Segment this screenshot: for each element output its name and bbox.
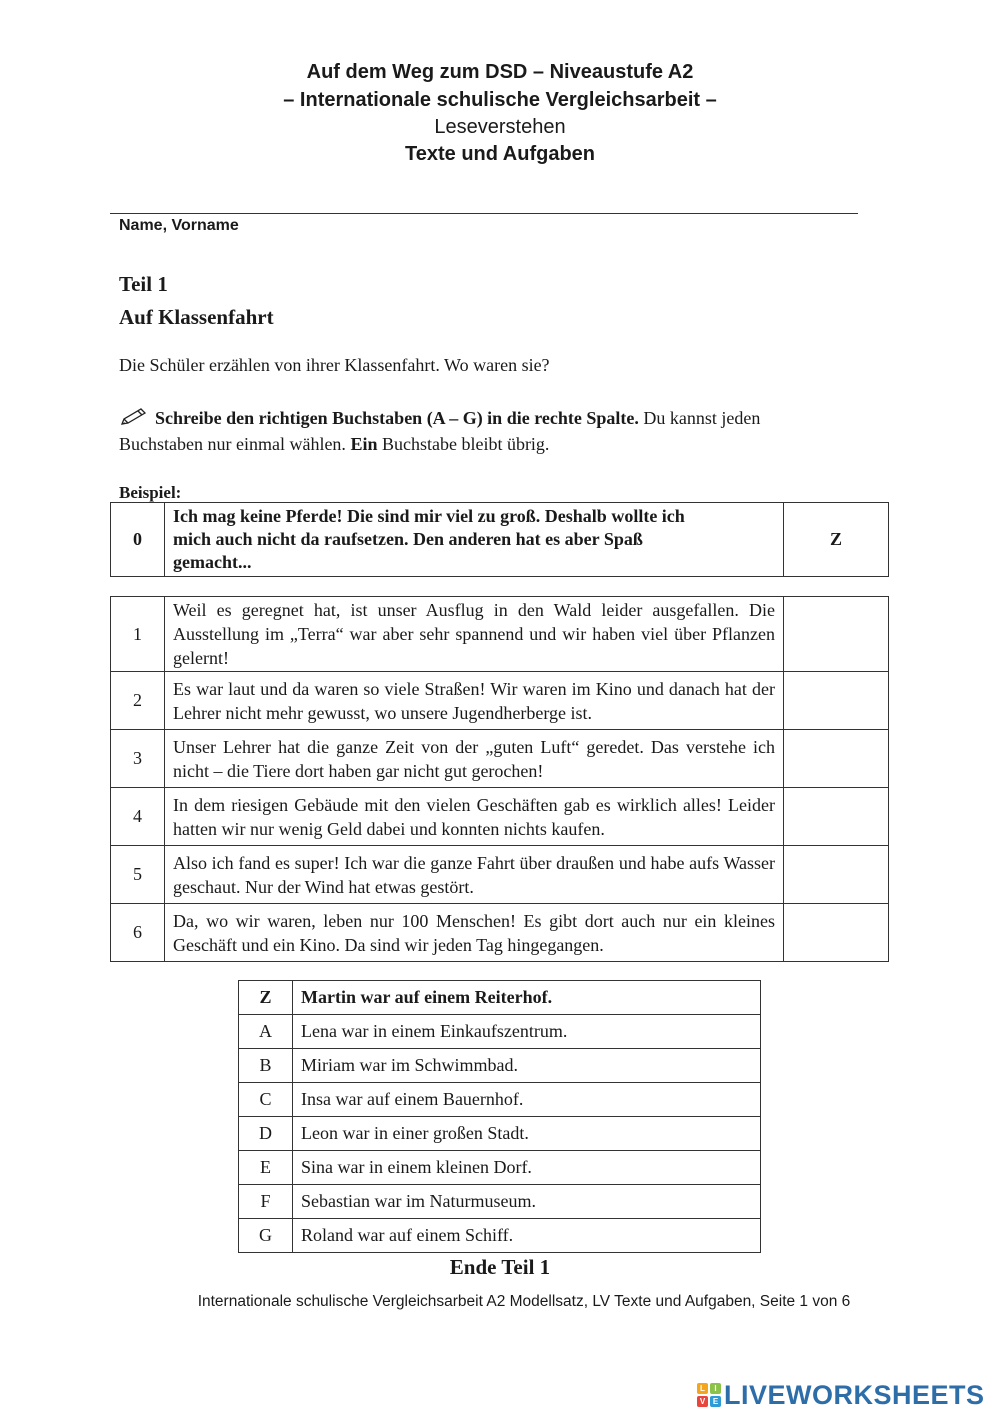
example-line-2: mich auch nicht da raufsetzen. Den anderen hat es aber Spaß (173, 529, 643, 549)
example-table (110, 502, 889, 577)
option-letter: A (239, 1015, 293, 1049)
option-text: Lena war in einem Einkaufszentrum. (293, 1015, 761, 1049)
instruction (119, 405, 879, 457)
options-table (238, 980, 761, 1253)
option-text: Roland war auf einem Schiff. (293, 1219, 761, 1253)
option-letter: Z (239, 981, 293, 1015)
instruction-bold-2: Ein (350, 434, 378, 454)
table-row (239, 1015, 761, 1049)
teil-title: Auf Klassenfahrt (119, 305, 274, 329)
table-row (111, 730, 889, 788)
table-row (111, 788, 889, 846)
logo-tile: E (710, 1396, 721, 1407)
item-number: 4 (111, 788, 165, 846)
instruction-text-2a: Buchstaben nur einmal wählen. (119, 434, 351, 454)
table-row (111, 597, 889, 672)
item-text: In dem riesigen Gebäude mit den vielen Geschäften gab es wirklich alles! Leider hatten wir nur wenig Geld dabei und konnten nichts kaufen. (165, 788, 784, 846)
instruction-text: Du kannst jeden (638, 408, 761, 428)
brand-text: LIVEWORKSHEETS (724, 1379, 985, 1410)
option-letter: B (239, 1049, 293, 1083)
item-number: 6 (111, 904, 165, 962)
answer-field-6[interactable] (784, 904, 889, 962)
doc-heading: Texte und Aufgaben (405, 143, 595, 165)
table-row (239, 1219, 761, 1253)
table-row (111, 904, 889, 962)
example-text (165, 503, 784, 577)
item-text: Weil es geregnet hat, ist unser Ausflug in den Wald leider ausgefallen. Die Ausstellung im „Terra“ war aber sehr spannend und wir haben viel über Pflanzen gelernt! (165, 597, 784, 672)
liveworksheets-brand[interactable] (697, 1378, 985, 1412)
item-text: Also ich fand es super! Ich war die ganze Fahrt über draußen und habe aufs Wasser geschaut. Nur der Wind hat etwas gestört. (165, 846, 784, 904)
teil-number: Teil 1 (119, 272, 168, 296)
table-row (239, 1083, 761, 1117)
answer-field-3[interactable] (784, 730, 889, 788)
item-number: 1 (111, 597, 165, 672)
answer-field-1[interactable] (784, 597, 889, 672)
table-row (239, 1185, 761, 1219)
item-text: Da, wo wir waren, leben nur 100 Menschen! Es gibt dort auch nur ein kleines Geschäft und ein Kino. Da sind wir jeden Tag hingegangen. (165, 904, 784, 962)
option-letter: G (239, 1219, 293, 1253)
option-text: Miriam war im Schwimmbad. (293, 1049, 761, 1083)
example-row (111, 503, 889, 577)
intro-text: Die Schüler erzählen von ihrer Klassenfahrt. Wo waren sie? (119, 355, 550, 375)
beispiel-label: Beispiel: (119, 483, 182, 502)
logo-tile: I (710, 1383, 721, 1394)
option-text: Martin war auf einem Reiterhof. (293, 981, 761, 1015)
table-row (239, 1049, 761, 1083)
table-row (239, 981, 761, 1015)
table-row (111, 846, 889, 904)
option-letter: C (239, 1083, 293, 1117)
doc-subtitle: – Internationale schulische Vergleichsarbeit – (283, 89, 717, 111)
page-footer: Internationale schulische Vergleichsarbeit A2 Modellsatz, LV Texte und Aufgaben, Seite 1 von 6 (197, 1293, 851, 1310)
option-text: Insa war auf einem Bauernhof. (293, 1083, 761, 1117)
option-letter: D (239, 1117, 293, 1151)
table-row (239, 1117, 761, 1151)
item-text: Unser Lehrer hat die ganze Zeit von der „guten Luft“ geredet. Das verstehe ich nicht – die Tiere dort haben gar nicht gut gerochen! (165, 730, 784, 788)
answer-field-2[interactable] (784, 672, 889, 730)
option-text: Sina war in einem kleinen Dorf. (293, 1151, 761, 1185)
item-number: 3 (111, 730, 165, 788)
instruction-text-2b: Buchstabe bleibt übrig. (377, 434, 550, 454)
table-row (111, 672, 889, 730)
logo-tile: L (697, 1383, 708, 1394)
section-end: Ende Teil 1 (449, 1255, 551, 1279)
answer-field-4[interactable] (784, 788, 889, 846)
doc-section: Leseverstehen (434, 116, 566, 138)
example-number: 0 (111, 503, 165, 577)
pencil-icon (119, 407, 149, 427)
option-text: Sebastian war im Naturmuseum. (293, 1185, 761, 1219)
logo-tile: V (697, 1396, 708, 1407)
item-number: 5 (111, 846, 165, 904)
item-text: Es war laut und da waren so viele Straßen! Wir waren im Kino und danach hat der Lehrer nicht mehr gewusst, wo unsere Jugendherberge ist. (165, 672, 784, 730)
name-label: Name, Vorname (119, 217, 239, 234)
liveworksheets-logo-icon (697, 1383, 721, 1407)
answer-field-5[interactable] (784, 846, 889, 904)
option-letter: F (239, 1185, 293, 1219)
instruction-bold: Schreibe den richtigen Buchstaben (A – G) in die rechte Spalte. (155, 408, 639, 428)
example-line-1: Ich mag keine Pferde! Die sind mir viel zu groß. Deshalb wollte ich (173, 506, 685, 526)
item-number: 2 (111, 672, 165, 730)
name-field-line[interactable] (110, 213, 858, 214)
example-line-3: gemacht... (173, 552, 252, 572)
option-text: Leon war in einer großen Stadt. (293, 1117, 761, 1151)
option-letter: E (239, 1151, 293, 1185)
example-answer: Z (784, 503, 889, 577)
table-row (239, 1151, 761, 1185)
doc-title: Auf dem Weg zum DSD – Niveaustufe A2 (306, 61, 694, 83)
items-table (110, 596, 889, 962)
